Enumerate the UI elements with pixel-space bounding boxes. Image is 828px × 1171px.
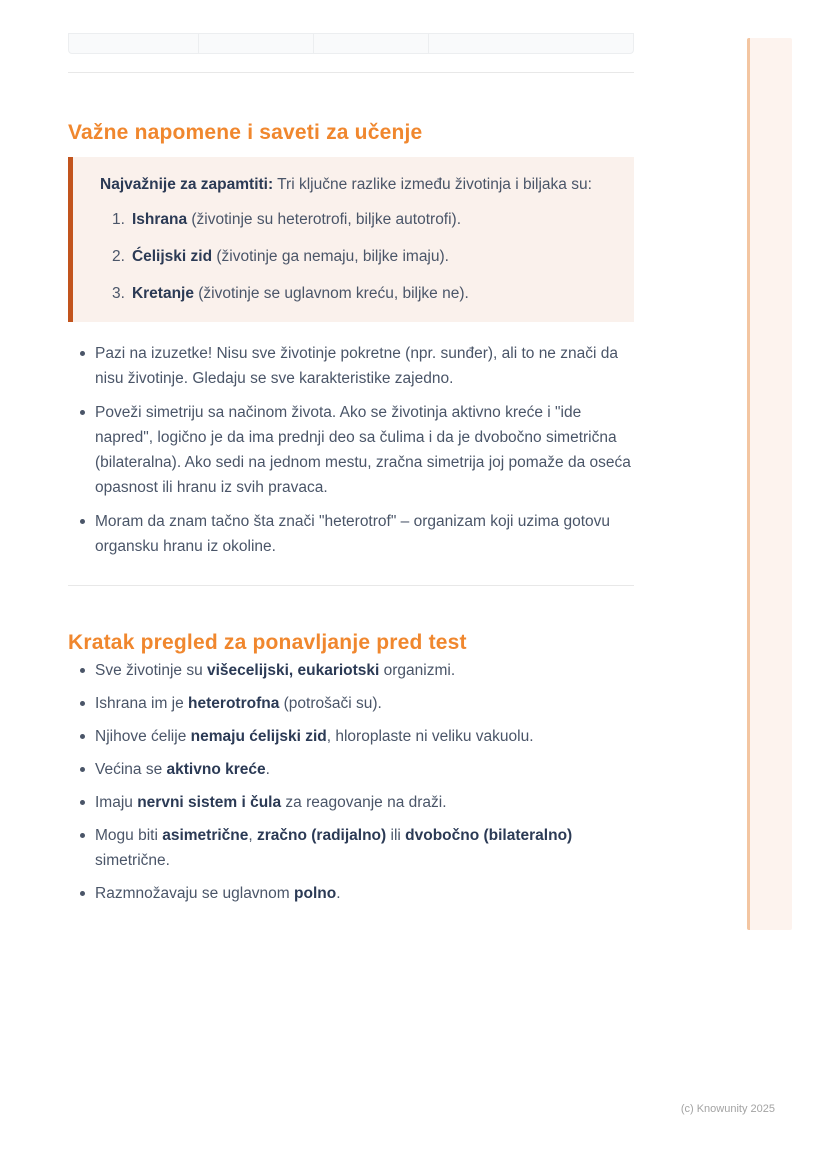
callout-list-item [112,281,614,306]
callout-item-text: Kretanje (životinje se uglavnom kreću, biljke ne). [131,285,469,302]
list-number: 3. [112,285,125,302]
list-item [68,400,634,500]
key-points-callout [68,157,634,322]
table-cell [69,34,198,53]
bullet-dot-icon [80,734,85,739]
review-list [68,658,634,914]
callout-item-text: Ćelijski zid (životinje ga nemaju, biljke imaju). [131,248,449,265]
list-number: 1. [112,211,125,228]
callout-item-text: Ishrana (životinje su heterotrofi, biljke autotrofi). [131,211,462,228]
list-item-text: Pazi na izuzetke! Nisu sve životinje pokretne (npr. sunđer), ali to ne znači da nisu životinje. Gledaju se sve karakteristike zajedno. [95,345,618,387]
table-cell [313,34,428,53]
bullet-dot-icon [80,668,85,673]
list-item [68,341,634,391]
section-divider [68,585,634,586]
bullet-dot-icon [80,351,85,356]
list-item [68,724,634,749]
callout-list-item [112,207,614,232]
list-item [68,823,634,873]
callout-lead: Najvažnije za zapamtiti: Tri ključne razlike između životinja i biljaka su: [100,176,592,193]
list-item-text: Sve životinje su višecelijski, eukariotski organizmi. [95,662,456,679]
table-cell [198,34,313,53]
list-item [68,757,634,782]
list-item-text: Ishrana im je heterotrofna (potrošači su). [95,695,382,712]
list-item-text: Većina se aktivno kreće. [95,761,270,778]
list-item [68,790,634,815]
list-number: 2. [112,248,125,265]
bullet-dot-icon [80,833,85,838]
list-item [68,658,634,683]
bullet-dot-icon [80,410,85,415]
table-cell [428,34,633,53]
list-item [68,881,634,906]
list-item [68,691,634,716]
callout-numbered-list [112,207,614,306]
table-remnant [68,33,634,54]
page-edge-decoration [747,38,792,930]
bullet-dot-icon [80,891,85,896]
section-title-notes: Važne napomene i saveti za učenje [68,121,423,145]
section-title-review: Kratak pregled za ponavljanje pred test [68,631,467,655]
bullet-dot-icon [80,767,85,772]
list-item-text: Njihove ćelije nemaju ćelijski zid, hloroplaste ni veliku vakuolu. [95,728,534,745]
bullet-dot-icon [80,800,85,805]
list-item-text: Razmnožavaju se uglavnom polno. [95,885,341,902]
bullet-dot-icon [80,701,85,706]
callout-list-item [112,244,614,269]
list-item [68,509,634,559]
copyright-footer: (c) Knowunity 2025 [680,1103,775,1115]
study-tips-list [68,341,634,568]
list-item-text: Mogu biti asimetrične, zračno (radijalno) ili dvobočno (bilateralno) simetrične. [95,827,573,869]
bullet-dot-icon [80,519,85,524]
list-item-text: Imaju nervni sistem i čula za reagovanje na draži. [95,794,447,811]
list-item-text: Poveži simetriju sa načinom života. Ako se životinja aktivno kreće i "ide napred", logično je da ima prednji deo sa čulima i da je dvobočno simetrična (bilateralna). Ako sedi na jednom mestu, zračna simetrija joj pomaže da oseća opasnost ili hranu iz svih pravaca. [95,404,631,496]
section-divider [68,72,634,73]
list-item-text: Moram da znam tačno šta znači "heterotrof" – organizam koji uzima gotovu organsku hranu iz okoline. [95,513,610,555]
